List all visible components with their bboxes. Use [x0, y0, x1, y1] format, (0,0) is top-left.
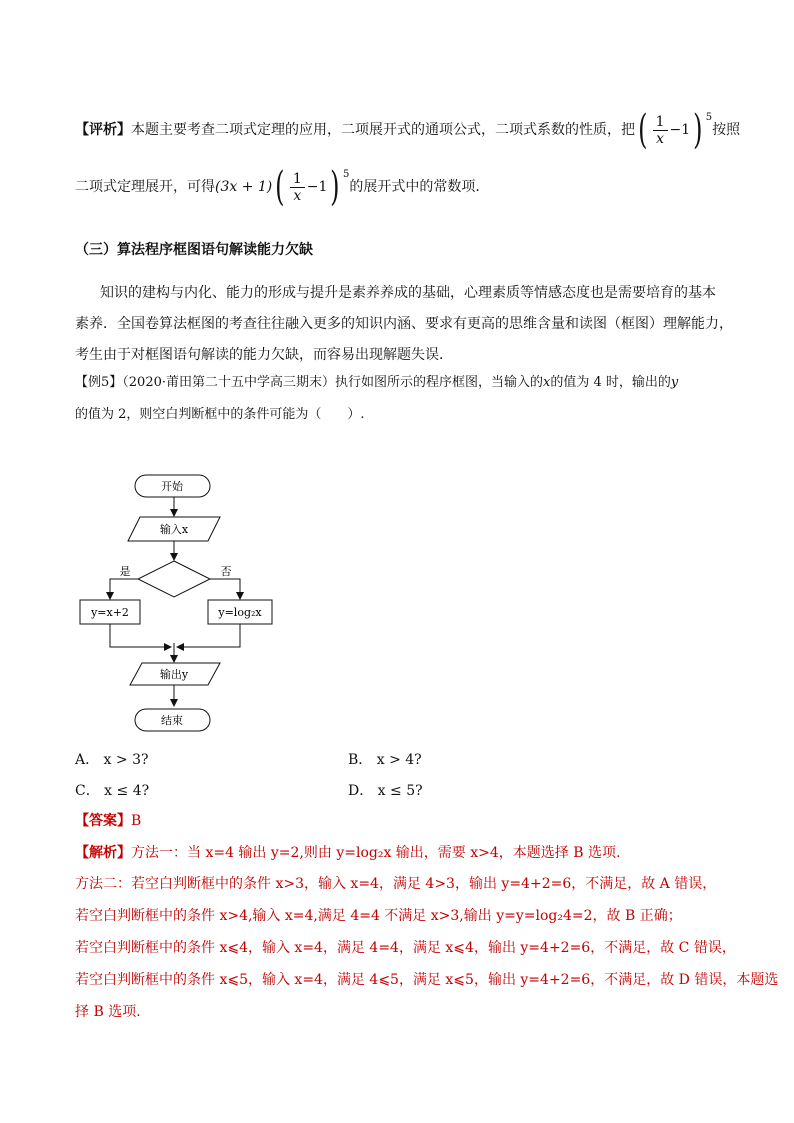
answer-label: 【答案】 — [75, 813, 131, 829]
output-label: 输出y — [159, 668, 189, 681]
option-a: A． x > 3? — [75, 752, 149, 768]
option-d: D． x ≤ 5? — [348, 783, 423, 799]
example-line-2: 的值为 2，则空白判断框中的条件可能为（ ）. — [75, 407, 365, 422]
solution-label: 【解析】 — [75, 845, 131, 861]
solution-line-2: 方法二：若空白判断框中的条件 x>3，输入 x=4，满足 4>3，输出 y=4+2=6，不满足，故 A 错误， — [75, 876, 717, 892]
start-label: 开始 — [161, 480, 183, 493]
example-label: 【例5】 — [75, 375, 123, 390]
option-c: C． x ≤ 4? — [75, 783, 150, 799]
solution-line-3: 若空白判断框中的条件 x>4,输入 x=4,满足 4=4 不满足 x>3,输出 y=y=log₂4=2，故 B 正确； — [75, 908, 682, 924]
solution-line-1: 【解析】方法一：当 x=4 输出 y=2,则由 y=log₂x 输出，需要 x>4，本题选择 B 选项. — [75, 845, 621, 861]
analysis-text-1-end: 按照 — [712, 122, 741, 138]
solution-line-6: 择 B 选项. — [75, 1004, 141, 1020]
analysis-label: 【评析】 — [75, 122, 131, 138]
no-label: 否 — [220, 565, 232, 578]
flowchart — [70, 465, 310, 740]
example-line-1: 【例5】（2020·莆田第二十五中学高三期末）执行如图所示的程序框图，当输入的x的值为 4 时，输出的y — [75, 375, 679, 390]
answer-line — [75, 811, 141, 831]
solution-line-4: 若空白判断框中的条件 x⩽4，输入 x=4，满足 4=4，满足 x⩽4，输出 y=4+2=6，不满足，故 C 错误， — [75, 940, 736, 956]
fraction-1-over-x: $\frac{1}{x}$ — [653, 114, 668, 147]
section-heading: （三）算法程序框图语句解读能力欠缺 — [75, 242, 313, 258]
right-process-label: y=log₂x — [218, 606, 262, 619]
exponent-2: 5 — [343, 169, 350, 180]
analysis-line-2: 二项式定理展开，可得(3x + 1)( $\frac{1}{x}$ −1) $^5$的展开式中的常数项． — [75, 164, 490, 210]
factor-3x-plus-1: (3x + 1) — [215, 179, 273, 195]
decision-diamond — [138, 561, 210, 597]
option-b: B． x > 4? — [348, 752, 422, 768]
answer-value: B — [131, 813, 142, 829]
analysis-text-1: 本题主要考查二项式定理的应用，二项展开式的通项公式，二项式系数的性质，把 — [131, 122, 635, 138]
section-para-line-2: 素养．全国卷算法框图的考查往往融入更多的知识内涵、要求有更高的思维含量和读图（框图）理解能力， — [75, 316, 733, 332]
solution-line-5: 若空白判断框中的条件 x⩽5，输入 x=4，满足 4⩽5，满足 x⩽5，输出 y=4+2=6，不满足，故 D 错误，本题选 — [75, 972, 779, 988]
analysis-line-1: 【评析】本题主要考查二项式定理的应用，二项展开式的通项公式，二项式系数的性质，把( $\frac{1}{x}$ −1) $^5$按照 — [75, 107, 741, 153]
exponent: 5 — [705, 112, 713, 123]
left-process-label: y=x+2 — [91, 606, 129, 619]
fraction-1-over-x-2: $\frac{1}{x}$ — [290, 171, 305, 204]
section-para-line-1: 知识的建构与内化、能力的形成与提升是素养养成的基础，心理素质等情感态度也是需要培育的基本 — [100, 285, 716, 301]
yes-label: 是 — [119, 565, 131, 578]
input-label: 输入x — [159, 523, 189, 536]
end-label: 结束 — [161, 714, 183, 727]
analysis-text-2-end: 的展开式中的常数项． — [349, 179, 490, 195]
section-para-line-3: 考生由于对框图语句解读的能力欠缺，而容易出现解题失误． — [75, 347, 453, 363]
analysis-text-2: 二项式定理展开，可得 — [75, 179, 215, 195]
